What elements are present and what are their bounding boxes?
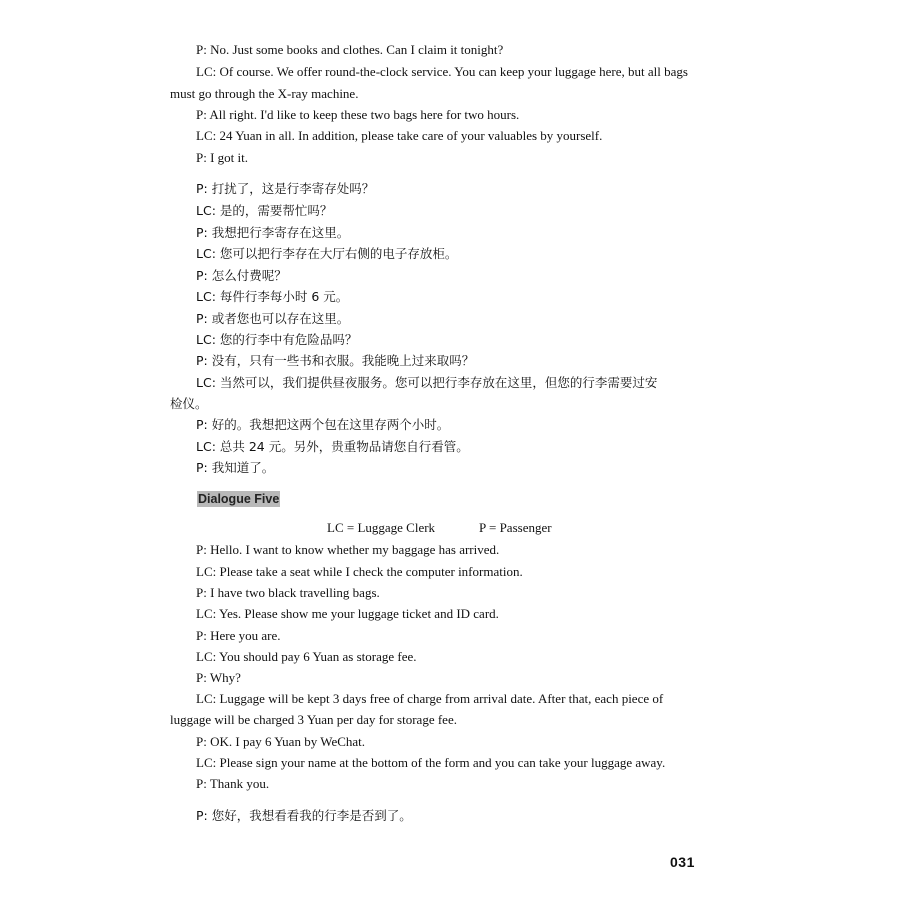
dialogue-line: LC: You should pay 6 Yuan as storage fee.	[196, 649, 417, 664]
dialogue-line-chinese: LC: 您可以把行李存在大厅右侧的电子存放柜。	[196, 246, 458, 261]
dialogue-line: P: I have two black travelling bags.	[196, 585, 380, 600]
dialogue-line-chinese: P: 我知道了。	[196, 460, 275, 475]
dialogue-line: LC: 24 Yuan in all. In addition, please take care of your valuables by yourself.	[196, 128, 603, 143]
page-number: 031	[670, 854, 695, 870]
dialogue-line: LC: Luggage will be kept 3 days free of charge from arrival date. After that, each piece of	[196, 691, 664, 706]
dialogue-line: LC: Please take a seat while I check the computer information.	[196, 564, 523, 579]
dialogue-line: P: OK. I pay 6 Yuan by WeChat.	[196, 734, 366, 749]
dialogue-line: P: Here you are.	[196, 628, 281, 643]
dialogue-line-chinese: P: 好的。我想把这两个包在这里存两个小时。	[196, 417, 450, 432]
dialogue-line: P: All right. I'd like to keep these two bags here for two hours.	[196, 107, 520, 122]
dialogue-line-chinese: P: 或者您也可以存在这里。	[196, 311, 350, 326]
legend-passenger: P = Passenger	[479, 520, 552, 535]
dialogue-line: P: Why?	[196, 670, 241, 685]
dialogue-line-chinese-continuation: 检仪。	[170, 396, 208, 411]
dialogue-line: LC: Yes. Please show me your luggage ticket and ID card.	[196, 606, 499, 621]
dialogue-line: P: Thank you.	[196, 776, 270, 791]
dialogue-line-chinese: P: 没有，只有一些书和衣服。我能晚上过来取吗？	[196, 353, 475, 368]
dialogue-line-chinese: LC: 每件行李每小时 6 元。	[196, 289, 349, 304]
dialogue-line-chinese: LC: 当然可以，我们提供昼夜服务。您可以把行李存放在这里，但您的行李需要过安	[196, 375, 658, 390]
dialogue-line: P: I got it.	[196, 150, 249, 165]
dialogue-line-chinese: P: 我想把行李寄存在这里。	[196, 225, 350, 240]
dialogue-line-chinese: P: 您好，我想看看我的行李是否到了。	[196, 808, 412, 823]
dialogue-line-chinese: LC: 您的行李中有危险品吗？	[196, 332, 358, 347]
dialogue-line-chinese: LC: 是的，需要帮忙吗？	[196, 203, 333, 218]
dialogue-line-continuation: luggage will be charged 3 Yuan per day for storage fee.	[170, 712, 457, 727]
dialogue-line: P: Hello. I want to know whether my baggage has arrived.	[196, 542, 500, 557]
dialogue-line-chinese: P: 打扰了，这是行李寄存处吗？	[196, 181, 375, 196]
section-heading: Dialogue Five	[198, 492, 280, 506]
dialogue-line-continuation: must go through the X-ray machine.	[170, 86, 359, 101]
dialogue-line: LC: Please sign your name at the bottom of the form and you can take your luggage away.	[196, 755, 666, 770]
legend-luggage-clerk: LC = Luggage Clerk	[327, 520, 436, 535]
dialogue-line: LC: Of course. We offer round-the-clock service. You can keep your luggage here, but all bags	[196, 64, 688, 79]
dialogue-line: P: No. Just some books and clothes. Can I claim it tonight?	[196, 42, 504, 57]
dialogue-line-chinese: P: 怎么付费呢？	[196, 268, 287, 283]
dialogue-line-chinese: LC: 总共 24 元。另外，贵重物品请您自行看管。	[196, 439, 469, 454]
